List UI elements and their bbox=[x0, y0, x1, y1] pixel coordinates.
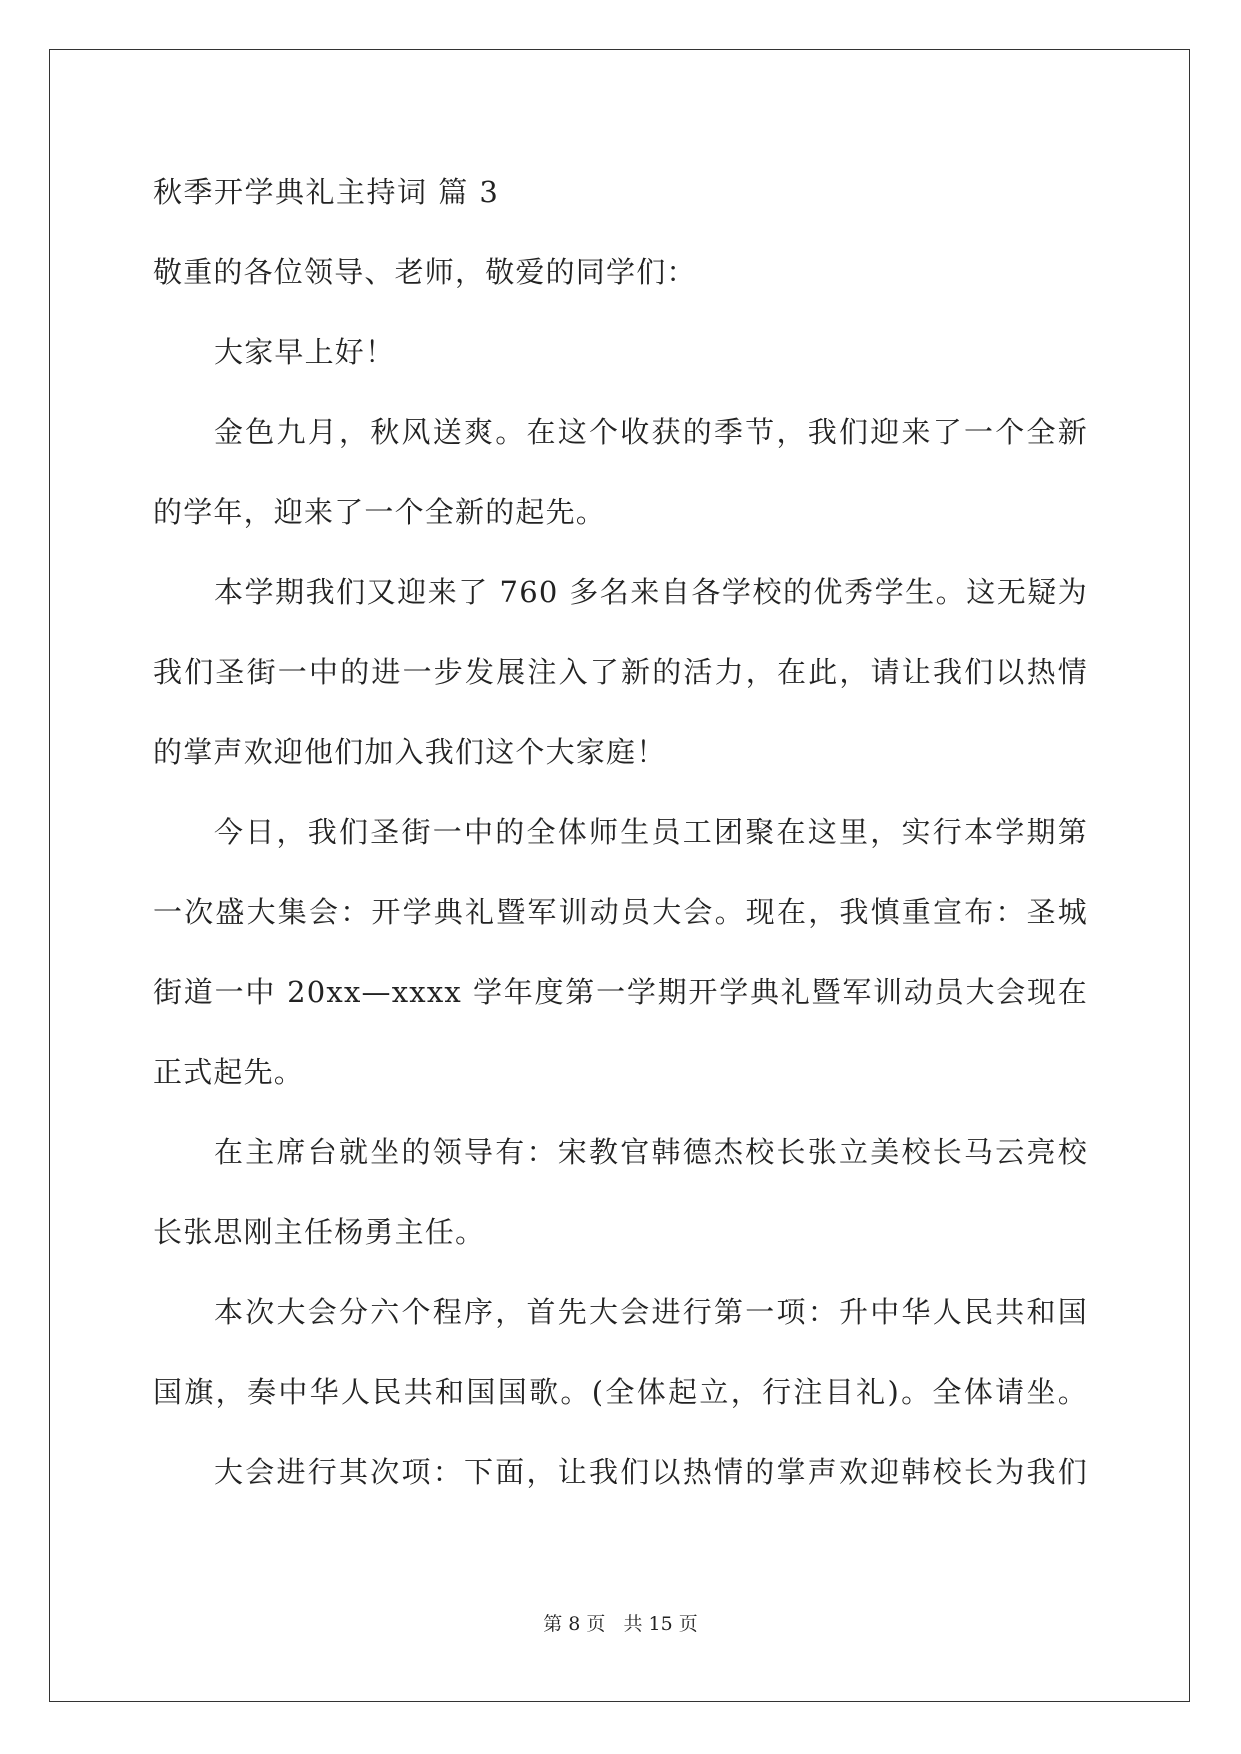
current-page-number: 第 8 页 bbox=[543, 1613, 606, 1635]
salutation-line: 敬重的各位领导、老师，敬爱的同学们： bbox=[153, 255, 697, 289]
paragraph-line: 的学年，迎来了一个全新的起先。 bbox=[153, 495, 607, 529]
paragraph-line: 金色九月，秋风送爽。在这个收获的季节，我们迎来了一个全新 bbox=[214, 415, 1088, 449]
paragraph-line: 长张思刚主任杨勇主任。 bbox=[153, 1215, 486, 1249]
total-page-count: 共 15 页 bbox=[623, 1613, 698, 1635]
greeting-line: 大家早上好！ bbox=[214, 335, 396, 369]
paragraph-line: 的掌声欢迎他们加入我们这个大家庭！ bbox=[153, 735, 667, 769]
paragraph-line: 国旗，奏中华人民共和国国歌。(全体起立，行注目礼)。全体请坐。 bbox=[153, 1375, 1088, 1409]
paragraph-line: 一次盛大集会：开学典礼暨军训动员大会。现在，我慎重宣布：圣城 bbox=[153, 895, 1088, 929]
paragraph-line: 本次大会分六个程序，首先大会进行第一项：升中华人民共和国 bbox=[214, 1295, 1088, 1329]
paragraph-line: 大会进行其次项：下面，让我们以热情的掌声欢迎韩校长为我们 bbox=[214, 1455, 1088, 1489]
page-footer bbox=[0, 1612, 1241, 1636]
paragraph-line: 今日，我们圣街一中的全体师生员工团聚在这里，实行本学期第 bbox=[214, 815, 1088, 849]
paragraph-line: 本学期我们又迎来了 760 多名来自各学校的优秀学生。这无疑为 bbox=[214, 575, 1088, 609]
paragraph-line: 在主席台就坐的领导有：宋教官韩德杰校长张立美校长马云亮校 bbox=[214, 1135, 1088, 1169]
paragraph-line: 正式起先。 bbox=[153, 1055, 305, 1089]
paragraph-line: 街道一中 20xx—xxxx 学年度第一学期开学典礼暨军训动员大会现在 bbox=[153, 975, 1088, 1009]
document-title: 秋季开学典礼主持词 篇 3 bbox=[153, 175, 500, 209]
paragraph-line: 我们圣街一中的进一步发展注入了新的活力，在此，请让我们以热情 bbox=[153, 655, 1088, 689]
